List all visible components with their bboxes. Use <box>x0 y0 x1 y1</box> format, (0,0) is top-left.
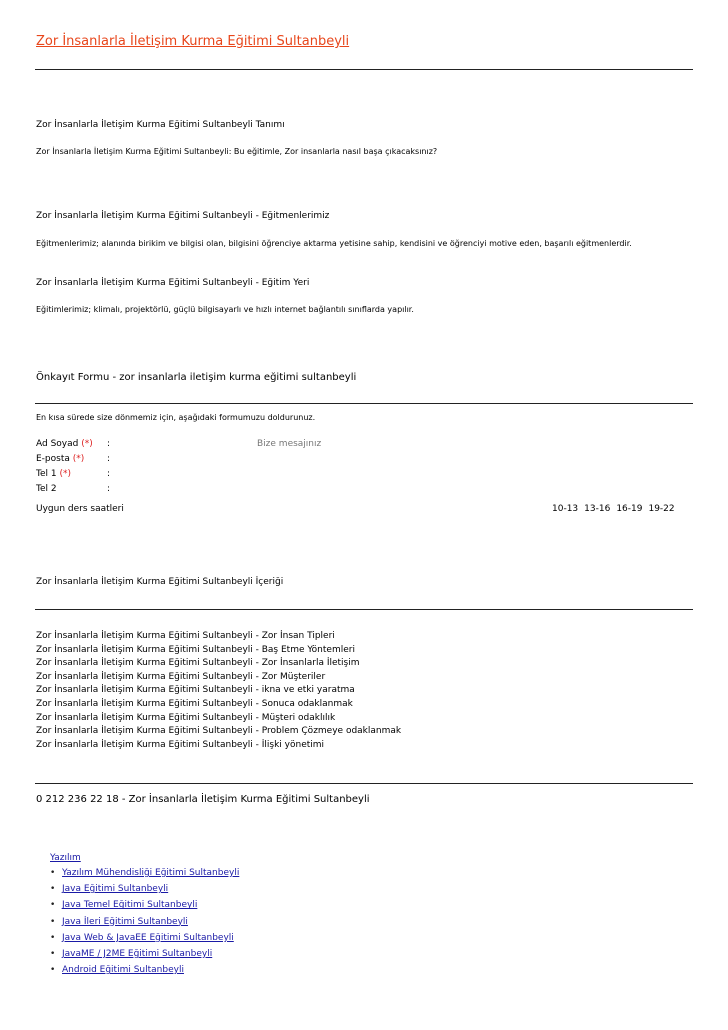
list-item <box>50 930 239 946</box>
required-mark: (*) <box>81 439 93 449</box>
links-header[interactable]: Yazılım <box>50 853 81 863</box>
link-item[interactable]: Java Eğitimi Sultanbeyli <box>62 884 169 895</box>
tel1-colon: : <box>107 469 111 479</box>
list-item <box>50 962 239 978</box>
venue-text: Eğitimlerimiz; klimalı, projektörlü, güçlü bilgisayarlı ve hızlı internet bağlantılı sınıflarda yapılır. <box>36 305 414 314</box>
list-item <box>50 881 239 897</box>
list-item: Zor İnsanlarla İletişim Kurma Eğitimi Sultanbeyli - Problem Çözmeye odaklanmak <box>36 726 402 737</box>
hours-options <box>546 504 675 514</box>
link-item[interactable]: Yazılım Mühendisliği Eğitimi Sultanbeyli <box>62 868 240 878</box>
link-item[interactable]: Java Web & JavaEE Eğitimi Sultanbeyli <box>62 932 234 943</box>
venue-heading: Zor İnsanlarla İletişim Kurma Eğitimi Sultanbeyli - Eğitim Yeri <box>36 278 310 288</box>
contents-heading: Zor İnsanlarla İletişim Kurma Eğitimi Sultanbeyli İçeriği <box>36 577 284 587</box>
definition-heading: Zor İnsanlarla İletişim Kurma Eğitimi Sultanbeyli Tanımı <box>36 120 285 130</box>
contents-list <box>36 630 401 752</box>
divider <box>35 609 693 610</box>
list-item <box>50 946 239 962</box>
list-item <box>50 914 239 930</box>
list-item: Zor İnsanlarla İletişim Kurma Eğitimi Sultanbeyli - Zor İnsanlarla İletişim <box>36 658 360 669</box>
message-input[interactable]: Bize mesajınız <box>257 439 322 449</box>
link-item[interactable]: Android Eğitimi Sultanbeyli <box>62 965 184 976</box>
list-item: Zor İnsanlarla İletişim Kurma Eğitimi Sultanbeyli - Zor İnsan Tipleri <box>36 631 335 641</box>
email-field-label: E-posta (*) <box>36 454 85 464</box>
phone-line: 0 212 236 22 18 - Zor İnsanlarla İletişim Kurma Eğitimi Sultanbeyli <box>36 794 370 805</box>
hour-option-13-16[interactable]: 13-16 <box>584 504 611 514</box>
list-item: Zor İnsanlarla İletişim Kurma Eğitimi Sultanbeyli - Zor Müşteriler <box>36 671 326 682</box>
list-item: Zor İnsanlarla İletişim Kurma Eğitimi Sultanbeyli - ikna ve etki yaratma <box>36 685 355 696</box>
name-colon: : <box>107 439 111 449</box>
list-item <box>50 865 239 881</box>
divider <box>35 783 693 784</box>
required-mark: (*) <box>72 454 85 464</box>
tel2-colon: : <box>107 484 111 494</box>
trainers-text: Eğitmenlerimiz; alanında birikim ve bilgisi olan, bilgisini öğrenciye aktarma yetisine sahip, kendisini ve öğrenciyi motive eden, başarılı eğitmenlerdir. <box>36 239 632 248</box>
definition-text: Zor İnsanlarla İletişim Kurma Eğitimi Sultanbeyli: Bu eğitimle, Zor insanlarla nasıl başa çıkacaksınız? <box>36 147 438 156</box>
page-title-link[interactable]: Zor İnsanlarla İletişim Kurma Eğitimi Sultanbeyli <box>36 34 350 49</box>
name-field-label: Ad Soyad (*) <box>36 439 93 449</box>
form-intro: En kısa sürede size dönmemiz için, aşağıdaki formumuzu doldurunuz. <box>36 413 316 422</box>
tel2-field-label: Tel 2 <box>36 484 57 494</box>
hour-option-19-22[interactable]: 19-22 <box>648 504 675 514</box>
email-colon: : <box>107 454 111 464</box>
divider <box>35 403 693 404</box>
list-item: Zor İnsanlarla İletişim Kurma Eğitimi Sultanbeyli - Müşteri odaklılık <box>36 712 336 723</box>
link-item[interactable]: Java Temel Eğitimi Sultanbeyli <box>62 900 198 911</box>
list-item: Zor İnsanlarla İletişim Kurma Eğitimi Sultanbeyli - Sonuca odaklanmak <box>36 698 353 709</box>
link-item[interactable]: JavaME / J2ME Eğitimi Sultanbeyli <box>62 948 213 959</box>
hour-option-10-13[interactable]: 10-13 <box>552 504 579 514</box>
related-links <box>50 853 239 978</box>
hours-label: Uygun ders saatleri <box>36 504 124 514</box>
form-heading: Önkayıt Formu - zor insanlarla iletişim kurma eğitimi sultanbeyli <box>36 372 357 383</box>
hour-option-16-19[interactable]: 16-19 <box>616 504 643 514</box>
list-item <box>50 897 239 913</box>
tel1-field-label: Tel 1 (*) <box>36 469 71 479</box>
divider <box>35 69 693 70</box>
required-mark: (*) <box>59 469 71 479</box>
list-item: Zor İnsanlarla İletişim Kurma Eğitimi Sultanbeyli - Baş Etme Yöntemleri <box>36 644 355 655</box>
trainers-heading: Zor İnsanlarla İletişim Kurma Eğitimi Sultanbeyli - Eğitmenlerimiz <box>36 211 330 221</box>
list-item: Zor İnsanlarla İletişim Kurma Eğitimi Sultanbeyli - İlişki yönetimi <box>36 739 325 750</box>
link-item[interactable]: Java İleri Eğitimi Sultanbeyli <box>62 916 188 927</box>
